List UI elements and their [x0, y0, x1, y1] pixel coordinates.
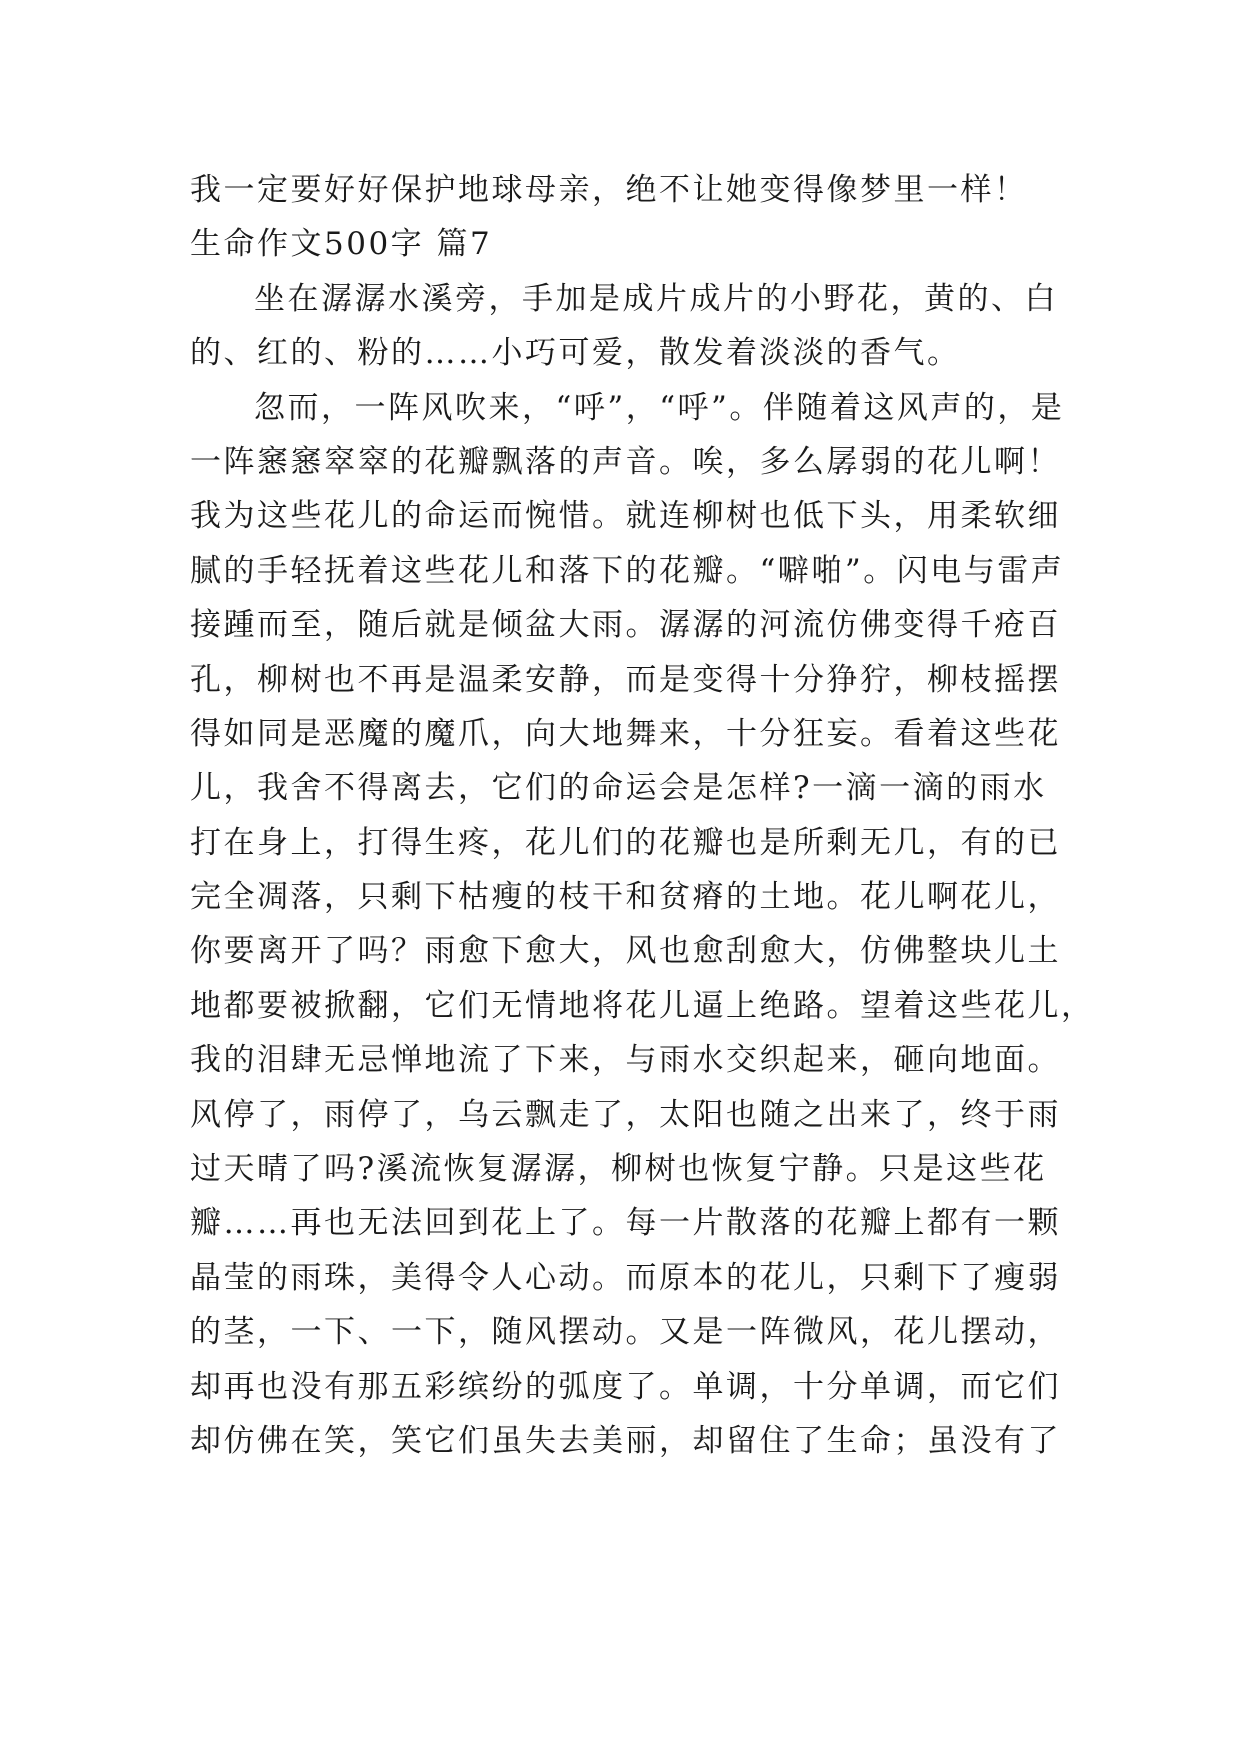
- paragraph-2: [190, 381, 1095, 1469]
- paragraph-line: 腻的手轻抚着这些花儿和落下的花瓣。“噼啪”。闪电与雷声: [190, 552, 1065, 589]
- paragraph-line: 忽而，一阵风吹来，“呼”，“呼”。伴随着这风声的，是: [254, 389, 1065, 426]
- section-title: 生命作文500字 篇7: [190, 226, 493, 263]
- paragraph-line: 坐在潺潺水溪旁，手加是成片成片的小野花，黄的、白: [254, 280, 1058, 317]
- paragraph-line: 却再也没有那五彩缤纷的弧度了。单调，十分单调，而它们: [190, 1368, 1061, 1405]
- paragraph-line: 打在身上，打得生疼，花儿们的花瓣也是所剩无几，有的已: [190, 824, 1061, 861]
- paragraph-line: 一阵窸窸窣窣的花瓣飘落的声音。唉，多么孱弱的花儿啊！: [190, 443, 1061, 480]
- paragraph-line: 的茎，一下、一下，随风摆动。又是一阵微风，花儿摆动，: [190, 1314, 1061, 1351]
- paragraph-line: 接踵而至，随后就是倾盆大雨。潺潺的河流仿佛变得千疮百: [190, 607, 1061, 644]
- paragraph-line: 孔，柳树也不再是温柔安静，而是变得十分狰狞，柳枝摇摆: [190, 661, 1061, 698]
- paragraph-line: 儿，我舍不得离去，它们的命运会是怎样?一滴一滴的雨水: [190, 770, 1047, 807]
- paragraph-line: 完全凋落，只剩下枯瘦的枝干和贫瘠的土地。花儿啊花儿，: [190, 879, 1061, 916]
- document-body: [190, 163, 1095, 1468]
- intro-line: 我一定要好好保护地球母亲，绝不让她变得像梦里一样！: [190, 172, 1028, 208]
- paragraph-line: 得如同是恶魔的魔爪，向大地舞来，十分狂妄。看着这些花: [190, 715, 1061, 752]
- paragraph-line: 我为这些花儿的命运而惋惜。就连柳树也低下头，用柔软细: [190, 498, 1061, 535]
- paragraph-line: 却仿佛在笑，笑它们虽失去美丽，却留住了生命；虽没有了: [190, 1422, 1061, 1459]
- paragraph-line: 你要离开了吗？雨愈下愈大，风也愈刮愈大，仿佛整块儿土: [190, 933, 1061, 970]
- paragraph-line: 瓣……再也无法回到花上了。每一片散落的花瓣上都有一颗: [190, 1205, 1061, 1242]
- paragraph-line: 地都要被掀翻，它们无情地将花儿逼上绝路。望着这些花儿，: [190, 987, 1095, 1024]
- paragraph-line: 过天晴了吗?溪流恢复潺潺，柳树也恢复宁静。只是这些花: [190, 1151, 1047, 1188]
- paragraph-line: 我的泪肆无忌惮地流了下来，与雨水交织起来，砸向地面。: [190, 1042, 1061, 1079]
- paragraph-line: 的、红的、粉的……小巧可爱，散发着淡淡的香气。: [190, 335, 961, 372]
- paragraph-line: 晶莹的雨珠，美得令人心动。而原本的花儿，只剩下了瘦弱: [190, 1259, 1061, 1296]
- paragraph-1: [190, 272, 1070, 381]
- paragraph-line: 风停了，雨停了，乌云飘走了，太阳也随之出来了，终于雨: [190, 1096, 1061, 1133]
